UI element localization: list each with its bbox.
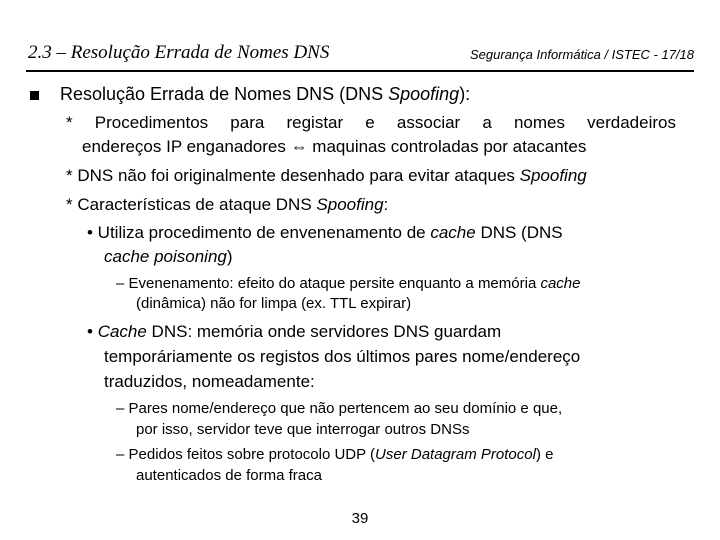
udp-dash-line-1: – Pedidos feitos sobre protocolo UDP (User Datagram Protocol) e — [116, 446, 554, 463]
word: e — [365, 113, 375, 132]
main-bullet: Resolução Errada de Nomes DNS (DNS Spoofing): — [60, 84, 471, 104]
procedures-line-1 — [66, 113, 676, 133]
poisoning-dash-line-2: (dinâmica) não for limpa (ex. TTL expirar) — [136, 295, 412, 312]
double-arrow-icon: ⇔ — [290, 137, 308, 156]
slide-title: 2.3 – Resolução Errada de Nomes DNS — [28, 42, 330, 63]
pairs-dash-line-2: por isso, servidor teve que interrogar outros DNSs — [136, 421, 470, 438]
word: para — [230, 113, 265, 132]
udp-dash-line-2: autenticados de forma fraca — [136, 467, 322, 484]
poisoning-bullet-line-1: • Utiliza procedimento de envenenamento de cache DNS (DNS — [87, 223, 563, 242]
cache-bullet-line-2: temporáriamente os registos dos últimos pares nome/endereço — [104, 347, 581, 366]
cache-bullet-line-1: • Cache DNS: memória onde servidores DNS guardam — [87, 322, 502, 341]
poisoning-dash-line-1: – Evenenamento: efeito do ataque persite enquanto a memória cache — [116, 275, 581, 292]
word: verdadeiros — [587, 113, 676, 132]
word: Procedimentos — [94, 113, 209, 132]
word: a — [482, 113, 492, 132]
poisoning-bullet-line-2: cache poisoning) — [104, 247, 233, 266]
procedures-line-2: endereços IP enganadores ⇔ maquinas controladas por atacantes — [82, 137, 587, 156]
pairs-dash-line-1: – Pares nome/endereço que não pertencem ao seu domínio e que, — [116, 400, 563, 417]
word: registar — [286, 113, 344, 132]
word: associar — [396, 113, 461, 132]
course-info: Segurança Informática / ISTEC - 17/18 — [470, 47, 694, 62]
dns-design-line: * DNS não foi originalmente desenhado para evitar ataques Spoofing — [66, 166, 587, 185]
page-number: 39 — [351, 510, 369, 527]
word: * — [66, 113, 73, 132]
square-bullet-icon — [30, 91, 39, 100]
cache-bullet-line-3: traduzidos, nomeadamente: — [104, 372, 315, 391]
word: nomes — [513, 113, 565, 132]
attack-characteristics-line: * Características de ataque DNS Spoofing: — [66, 195, 389, 214]
